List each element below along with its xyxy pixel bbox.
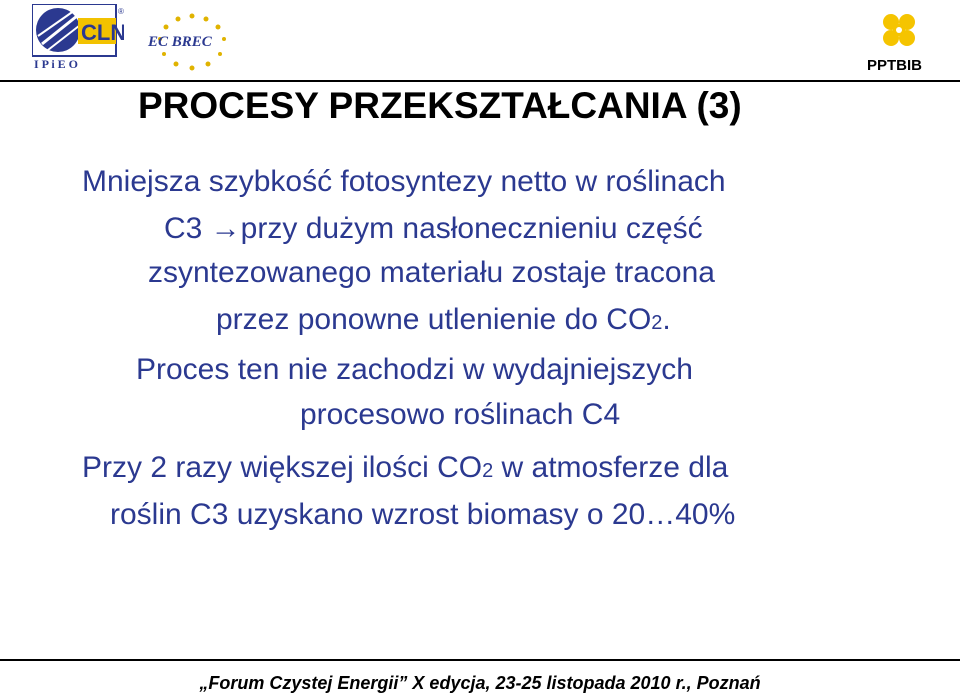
- paragraph-1-line-4-text: przez ponowne utlenienie do CO: [216, 303, 652, 336]
- footer-text: „Forum Czystej Energii” X edycja, 23-25 listopada 2010 r., Poznań: [199, 673, 761, 693]
- co2-subscript: 2: [651, 312, 663, 334]
- paragraph-3-line-1-end: w atmosferze dla: [493, 451, 729, 484]
- ecbrec-logo: [146, 12, 238, 72]
- footer-divider: [0, 659, 960, 661]
- paragraph-2-line-1: Proces ten nie zachodzi w wydajniejszych: [136, 353, 693, 386]
- paragraph-1-line-4-end: .: [662, 303, 671, 336]
- ecbrec-logo-text: EC BREC: [148, 34, 212, 50]
- pptbib-logo-text: PPTBIB: [867, 57, 923, 74]
- paragraph-3-line-1-text: Przy 2 razy większej ilości CO: [82, 451, 483, 484]
- cln-logo-subtext: I P i E O: [34, 57, 79, 70]
- paragraph-1-line-4: [216, 303, 671, 340]
- pptbib-logo: [866, 8, 946, 78]
- paragraph-1-line-1: Mniejsza szybkość fotosyntezy netto w roślinach: [82, 165, 726, 198]
- svg-text:®: ®: [118, 7, 124, 16]
- paragraph-3-line-1: [82, 451, 728, 488]
- cln-logo: [32, 4, 124, 70]
- co2-subscript: 2: [482, 460, 494, 482]
- paragraph-2-line-2: procesowo roślinach C4: [300, 398, 621, 431]
- paragraph-1-line-2: C3 →przy dużym nasłonecznieniu część: [164, 212, 703, 245]
- paragraph-3-line-2: roślin C3 uzyskano wzrost biomasy o 20…40%: [110, 498, 736, 531]
- header-divider: [0, 80, 960, 82]
- cln-logo-text: CLN: [81, 20, 124, 45]
- slide-title: PROCESY PRZEKSZTAŁCANIA (3): [138, 85, 742, 126]
- paragraph-1-line-3: zsyntezowanego materiału zostaje tracona: [148, 256, 715, 289]
